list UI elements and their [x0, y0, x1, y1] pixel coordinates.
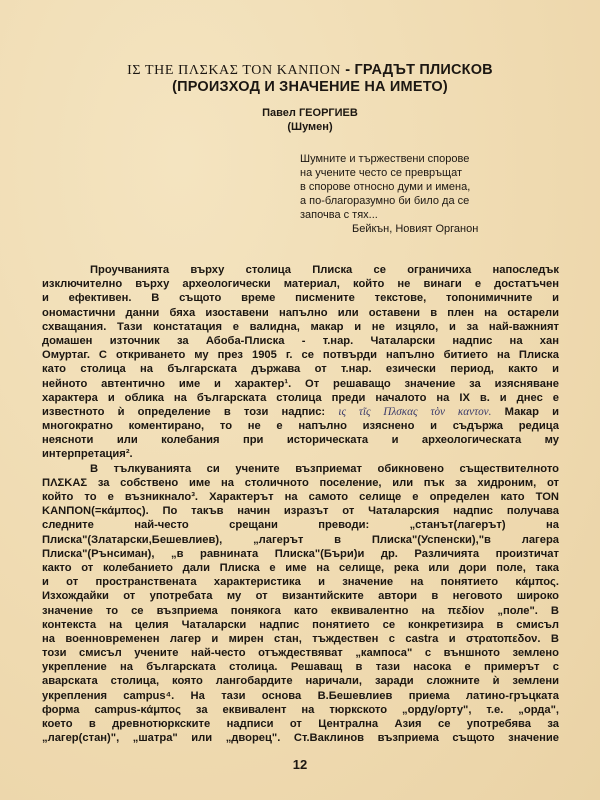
body-line: В тълкуванията си учените възприемат обикновено съществителното — [90, 462, 559, 475]
body-line: този смисъл учените най-често отъждествяват „кампоса" с външното землено — [42, 647, 559, 660]
body-line: следните най-често срещани преводи: „станът(лагерът) на — [42, 519, 559, 532]
body-text: Макар и — [491, 405, 559, 418]
body-line: форма campus-κάμπος за еквивалент на тюркското „орду/орту", т.е. „орда", — [42, 703, 559, 716]
author-block — [60, 106, 560, 134]
body-line-with-greek — [42, 405, 559, 419]
title-bulgarian-part: - ГРАДЪТ ПЛИСКОВ — [341, 62, 493, 78]
body-line: домашен източник за Абоба-Плиска - т.нар. Чаталарски надпис на хан — [42, 334, 559, 347]
body-line: като столица на българската държава от т.нар. езически период, както и — [42, 363, 559, 376]
author-city: (Шумен) — [287, 121, 333, 133]
body-line: характера и облика на българската столица преди началото на IX в. и днес е — [42, 391, 559, 404]
body-line: и от пространствената характеристика и значение на понятието κάμπος. — [42, 576, 559, 589]
body-line: значение то се възприема понякога като еквивалентно на πεδίον „поле". В — [42, 604, 559, 617]
body-line: ономастични данни бяха изоставени напълно или оставени в плен на остарели — [42, 306, 559, 319]
author-name: Павел ГЕОРГИЕВ — [262, 107, 358, 119]
body-line: на военновременен лагер и мирен стан, тъждествен с castra и στρατοπεδον. В — [42, 632, 559, 645]
body-line: неясноти или колебания при историческата и археологическата му — [42, 434, 559, 447]
body-line: многократно коментирано, то не е напълно изяснено и съдържа редица — [42, 420, 559, 433]
article-title — [60, 62, 560, 96]
body-line: укрепления campus⁴. На тази основа В.Бешевлиев приема латино-гръцката — [42, 689, 559, 702]
body-line: ΠΛΣΚΑΣ за собствено име на столичното поселение, или пък за хидроним, от — [42, 476, 559, 489]
body-line: Проучванията върху столица Плиска се ограничиха напоследък — [90, 264, 559, 276]
greek-inscription: ις τῖς Πλσκας τὸν καντον. — [338, 405, 492, 418]
body-line: което в древнотюркските надписи от Централна Азия се употребява за — [42, 718, 559, 730]
body-line: изключително върху археологически материал, който не винаги е достатъчен — [42, 278, 559, 291]
body-line: аварската столица, която лангобардите наричали, заради сложните ѝ землени — [42, 675, 559, 688]
body-line: контекста на целия Чаталарски надпис понятието се конкретизира в смисъл — [42, 618, 559, 631]
epigraph-line: започва с тях... — [300, 209, 378, 221]
epigraph-line: на учените често се превръщат — [300, 167, 463, 179]
body-line: „лагер(стан)", „шатра" или „дворец". Ст.Ваклинов възприема същото значение — [42, 732, 559, 745]
body-line: укрепление на българската столица. Решаващ в тази насока е примерът с — [42, 661, 559, 674]
body-line: интерпретация². — [42, 448, 133, 461]
body-line: Омуртаг. С откриването му през 1905 г. се потвърди напълно битието на Плиска — [42, 349, 559, 362]
body-line: нейното автентично име и характер¹. От решаващо значение за изясняване — [42, 377, 559, 390]
body-line: схващания. Тази констатация е валидна, макар и не изцяло, и за най-важният — [42, 320, 559, 333]
body-line: ΚΑΝΠΟΝ(=κάμπος). По такъв начин изразът от Чаталарския надпис получава — [42, 505, 559, 518]
body-line: Плиска"(Рънсиман), „в равнината Плиска"(Бъри)и др. Различията произтичат — [42, 547, 559, 560]
title-line-2: (ПРОИЗХОД И ЗНАЧЕНИЕ НА ИМЕТО) — [172, 79, 448, 95]
title-greek-part: ΙΣ ΤΗΕ ΠΛΣΚΑΣ ΤΟΝ ΚΑΝΠΟΝ — [127, 63, 342, 78]
body-line: както от колебанието дали Плиска е име на селище, река или дори поле, така — [42, 561, 559, 574]
page-number: 12 — [292, 757, 308, 772]
title-line-1 — [60, 62, 560, 79]
body-text: известното ѝ определение в този надпис: — [42, 405, 339, 418]
epigraph-source: Бейкън, Новият Органон — [352, 223, 479, 235]
article-body — [42, 263, 559, 745]
body-line: и ефективен. В същото време писмените текстове, топонимичните и — [42, 292, 559, 305]
body-line: Изхождайки от употребата му от византийските автори в неговото широко — [42, 590, 559, 603]
body-line: който то е възникнало³. Характерът на самото селище е определен като ΤΟΝ — [42, 491, 559, 503]
epigraph-line: Шумните и тържествени спорове — [300, 153, 470, 165]
body-line: Плиска"(Златарски,Бешевлиев), „лагерът в Плиска"(Успенски),"в лагера — [42, 533, 559, 546]
epigraph-line: а по-благоразумно би било да се — [300, 195, 470, 207]
epigraph-line: в спорове относно думи и имена, — [300, 181, 471, 193]
epigraph — [300, 152, 570, 236]
